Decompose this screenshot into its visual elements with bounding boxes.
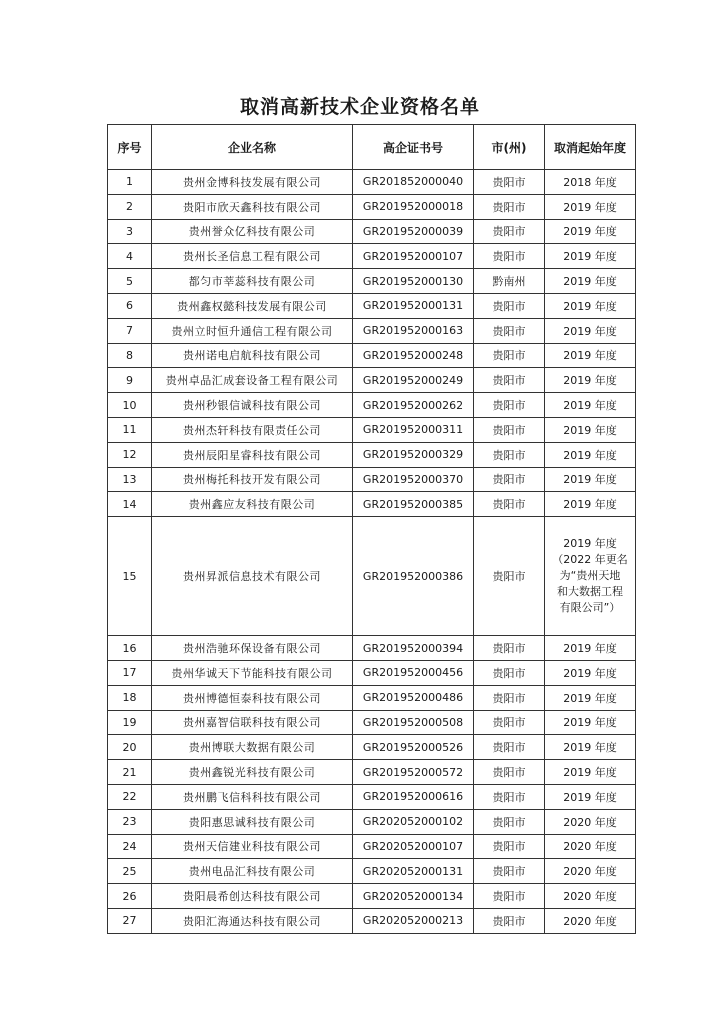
table-row xyxy=(108,834,636,859)
company-name: 贵阳汇海通达科技有限公司 xyxy=(152,908,353,933)
cancel-year: 2019 年度 xyxy=(545,467,636,492)
row-index: 8 xyxy=(108,343,152,368)
certificate-number: GR201952000526 xyxy=(353,735,474,760)
cancel-year: 2020 年度 xyxy=(545,884,636,909)
cancel-year: 2018 年度 xyxy=(545,170,636,195)
certificate-number: GR201952000508 xyxy=(353,710,474,735)
certificate-number: GR201952000370 xyxy=(353,467,474,492)
cancel-year: 2019 年度 xyxy=(545,492,636,517)
row-index: 27 xyxy=(108,908,152,933)
cancel-year: 2020 年度 xyxy=(545,834,636,859)
table-row xyxy=(108,293,636,318)
city: 贵阳市 xyxy=(474,492,545,517)
city: 贵阳市 xyxy=(474,318,545,343)
company-name: 贵州金博科技发展有限公司 xyxy=(152,170,353,195)
city: 贵阳市 xyxy=(474,343,545,368)
city: 贵阳市 xyxy=(474,636,545,661)
row-index: 19 xyxy=(108,710,152,735)
company-name: 贵州长圣信息工程有限公司 xyxy=(152,244,353,269)
cancel-year: 2019 年度 xyxy=(545,442,636,467)
cancel-year: 2019 年度 xyxy=(545,244,636,269)
cancel-year: 2019 年度 xyxy=(545,219,636,244)
table-row xyxy=(108,809,636,834)
cancel-year-line: 为“贵州天地 xyxy=(559,569,621,583)
certificate-number: GR202052000107 xyxy=(353,834,474,859)
city: 贵阳市 xyxy=(474,170,545,195)
cancel-year: 2019 年度 xyxy=(545,710,636,735)
table-row xyxy=(108,467,636,492)
company-name: 贵州誉众亿科技有限公司 xyxy=(152,219,353,244)
cancel-year-line: （2022 年更名 xyxy=(552,553,628,567)
cancel-year: 2019 年度 xyxy=(545,343,636,368)
row-index: 5 xyxy=(108,269,152,294)
city: 贵阳市 xyxy=(474,834,545,859)
certificate-number: GR201952000107 xyxy=(353,244,474,269)
certificate-number: GR201852000040 xyxy=(353,170,474,195)
cancel-year: 2019 年度 xyxy=(545,636,636,661)
certificate-number: GR201952000262 xyxy=(353,393,474,418)
certificate-number: GR201952000130 xyxy=(353,269,474,294)
city: 贵阳市 xyxy=(474,417,545,442)
city: 贵阳市 xyxy=(474,908,545,933)
table-row xyxy=(108,343,636,368)
company-name: 贵阳晨希创达科技有限公司 xyxy=(152,884,353,909)
row-index: 26 xyxy=(108,884,152,909)
city: 贵阳市 xyxy=(474,442,545,467)
row-index: 23 xyxy=(108,809,152,834)
row-index: 20 xyxy=(108,735,152,760)
company-name: 贵州昇派信息技术有限公司 xyxy=(152,517,353,636)
certificate-number: GR202052000134 xyxy=(353,884,474,909)
table-row xyxy=(108,685,636,710)
certificate-number: GR201952000456 xyxy=(353,660,474,685)
table-row xyxy=(108,735,636,760)
certificate-number: GR201952000018 xyxy=(353,194,474,219)
cancel-year: 2019 年度 xyxy=(545,784,636,809)
page-title: 取消高新技术企业资格名单 xyxy=(239,96,480,118)
city: 贵阳市 xyxy=(474,517,545,636)
table-row xyxy=(108,170,636,195)
city: 贵阳市 xyxy=(474,194,545,219)
cancel-year: 2019 年度 xyxy=(545,393,636,418)
table-row xyxy=(108,194,636,219)
company-name: 贵州嘉智信联科技有限公司 xyxy=(152,710,353,735)
header-certificate-number: 高企证书号 xyxy=(353,125,474,170)
company-name: 贵州博联大数据有限公司 xyxy=(152,735,353,760)
table-row xyxy=(108,660,636,685)
table-row xyxy=(108,636,636,661)
cancel-year: 2020 年度 xyxy=(545,809,636,834)
certificate-number: GR201952000163 xyxy=(353,318,474,343)
certificate-number: GR201952000386 xyxy=(353,517,474,636)
company-name: 贵州鑫权懿科技发展有限公司 xyxy=(152,293,353,318)
row-index: 9 xyxy=(108,368,152,393)
company-name: 贵州杰轩科技有限责任公司 xyxy=(152,417,353,442)
certificate-number: GR201952000311 xyxy=(353,417,474,442)
cancel-year xyxy=(545,517,636,636)
cancel-year: 2019 年度 xyxy=(545,760,636,785)
certificate-number: GR201952000039 xyxy=(353,219,474,244)
certificate-number: GR202052000102 xyxy=(353,809,474,834)
row-index: 1 xyxy=(108,170,152,195)
table-header-row xyxy=(108,125,636,170)
table-row xyxy=(108,908,636,933)
certificate-number: GR201952000394 xyxy=(353,636,474,661)
certificate-number: GR201952000329 xyxy=(353,442,474,467)
table-row xyxy=(108,442,636,467)
company-name: 贵阳市欣天鑫科技有限公司 xyxy=(152,194,353,219)
table-body xyxy=(108,170,636,934)
cancel-year-line: 有限公司”） xyxy=(559,601,621,615)
table-row xyxy=(108,417,636,442)
company-name: 贵州浩驰环保设备有限公司 xyxy=(152,636,353,661)
row-index: 4 xyxy=(108,244,152,269)
company-table xyxy=(107,124,636,934)
row-index: 11 xyxy=(108,417,152,442)
company-name: 贵州诺电启航科技有限公司 xyxy=(152,343,353,368)
city: 贵阳市 xyxy=(474,467,545,492)
table-row xyxy=(108,517,636,636)
city: 贵阳市 xyxy=(474,660,545,685)
cancel-year: 2019 年度 xyxy=(545,417,636,442)
city: 贵阳市 xyxy=(474,685,545,710)
city: 贵阳市 xyxy=(474,244,545,269)
header-company-name: 企业名称 xyxy=(152,125,353,170)
row-index: 12 xyxy=(108,442,152,467)
cancel-year: 2020 年度 xyxy=(545,859,636,884)
city: 贵阳市 xyxy=(474,809,545,834)
company-name: 贵州秒银信诚科技有限公司 xyxy=(152,393,353,418)
header-index: 序号 xyxy=(108,125,152,170)
certificate-number: GR201952000616 xyxy=(353,784,474,809)
table-row xyxy=(108,244,636,269)
cancel-year: 2019 年度 xyxy=(545,685,636,710)
row-index: 15 xyxy=(108,517,152,636)
cancel-year: 2019 年度 xyxy=(545,318,636,343)
row-index: 16 xyxy=(108,636,152,661)
table-row xyxy=(108,760,636,785)
table-row xyxy=(108,318,636,343)
row-index: 24 xyxy=(108,834,152,859)
row-index: 6 xyxy=(108,293,152,318)
certificate-number: GR202052000213 xyxy=(353,908,474,933)
certificate-number: GR201952000572 xyxy=(353,760,474,785)
table-row xyxy=(108,710,636,735)
cancel-year: 2019 年度 xyxy=(545,368,636,393)
company-name: 贵州鑫锐光科技有限公司 xyxy=(152,760,353,785)
header-cancel-year: 取消起始年度 xyxy=(545,125,636,170)
company-name: 贵州立时恒升通信工程有限公司 xyxy=(152,318,353,343)
table-row xyxy=(108,859,636,884)
certificate-number: GR201952000249 xyxy=(353,368,474,393)
certificate-number: GR202052000131 xyxy=(353,859,474,884)
company-name: 贵阳惠思诚科技有限公司 xyxy=(152,809,353,834)
city: 贵阳市 xyxy=(474,219,545,244)
company-name: 贵州天信建业科技有限公司 xyxy=(152,834,353,859)
city: 贵阳市 xyxy=(474,859,545,884)
header-city: 市(州) xyxy=(474,125,545,170)
row-index: 3 xyxy=(108,219,152,244)
company-name: 贵州鑫应友科技有限公司 xyxy=(152,492,353,517)
certificate-number: GR201952000248 xyxy=(353,343,474,368)
city: 贵阳市 xyxy=(474,393,545,418)
cancel-year-line: 2019 年度 xyxy=(563,537,617,551)
table-row xyxy=(108,884,636,909)
cancel-year: 2019 年度 xyxy=(545,293,636,318)
city: 贵阳市 xyxy=(474,884,545,909)
certificate-number: GR201952000486 xyxy=(353,685,474,710)
company-name: 贵州博德恒泰科技有限公司 xyxy=(152,685,353,710)
row-index: 7 xyxy=(108,318,152,343)
row-index: 22 xyxy=(108,784,152,809)
company-name: 贵州卓品汇成套设备工程有限公司 xyxy=(152,368,353,393)
city: 贵阳市 xyxy=(474,293,545,318)
cancel-year: 2019 年度 xyxy=(545,269,636,294)
city: 贵阳市 xyxy=(474,710,545,735)
table-row xyxy=(108,784,636,809)
row-index: 13 xyxy=(108,467,152,492)
row-index: 10 xyxy=(108,393,152,418)
table-row xyxy=(108,269,636,294)
row-index: 25 xyxy=(108,859,152,884)
certificate-number: GR201952000131 xyxy=(353,293,474,318)
cancel-year: 2020 年度 xyxy=(545,908,636,933)
table-row xyxy=(108,219,636,244)
city: 贵阳市 xyxy=(474,784,545,809)
city: 贵阳市 xyxy=(474,760,545,785)
company-name: 贵州梅托科技开发有限公司 xyxy=(152,467,353,492)
row-index: 21 xyxy=(108,760,152,785)
table-row xyxy=(108,393,636,418)
city: 贵阳市 xyxy=(474,735,545,760)
cancel-year-line: 和大数据工程 xyxy=(557,585,623,599)
cancel-year: 2019 年度 xyxy=(545,194,636,219)
city: 贵阳市 xyxy=(474,368,545,393)
table-row xyxy=(108,368,636,393)
cancel-year: 2019 年度 xyxy=(545,660,636,685)
city: 黔南州 xyxy=(474,269,545,294)
company-name: 贵州华诚天下节能科技有限公司 xyxy=(152,660,353,685)
table-row xyxy=(108,492,636,517)
company-name: 贵州电品汇科技有限公司 xyxy=(152,859,353,884)
row-index: 17 xyxy=(108,660,152,685)
company-name: 贵州鹏飞信科科技有限公司 xyxy=(152,784,353,809)
row-index: 18 xyxy=(108,685,152,710)
row-index: 14 xyxy=(108,492,152,517)
certificate-number: GR201952000385 xyxy=(353,492,474,517)
row-index: 2 xyxy=(108,194,152,219)
cancel-year: 2019 年度 xyxy=(545,735,636,760)
company-name: 贵州辰阳星睿科技有限公司 xyxy=(152,442,353,467)
company-name: 都匀市莘蕊科技有限公司 xyxy=(152,269,353,294)
